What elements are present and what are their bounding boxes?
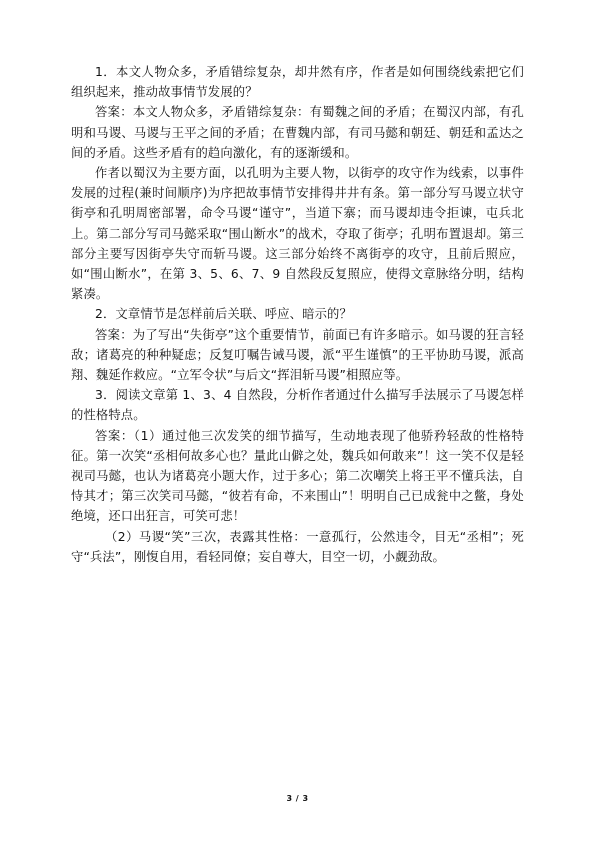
page-number: 3 / 3 bbox=[286, 794, 309, 803]
document-body bbox=[71, 62, 524, 567]
answer-3-part-1: 答案：（1）通过他三次发笑的细节描写，生动地表现了他骄矜轻敌的性格特征。第一次笑“丞相何故多心也？量此山僻之处，魏兵如何敢来”！这一笑不仅是轻视司马懿，也认为诸葛亮小题大作，过于多心；第二次嘲笑上将王平不懂兵法，自恃其才；第三次笑司马懿，“彼若有命，不来围山”！明明自己已成瓮中之鳖，身处绝境，还口出狂言，可笑可悲！ bbox=[71, 428, 524, 524]
question-1: 1．本文人物众多，矛盾错综复杂，却井然有序，作者是如何围绕线索把它们组织起来，推动故事情节发展的？ bbox=[71, 65, 524, 100]
question-3: 3．阅读文章第 1、3、4 自然段，分析作者通过什么描写手法展示了马谡怎样的性格特点。 bbox=[71, 388, 524, 423]
answer-2: 答案：为了写出“失街亭”这个重要情节，前面已有许多暗示。如马谡的狂言轻敌；诸葛亮的种种疑虑；反复叮嘱告诫马谡，派“平生谨慎”的王平协助马谡，派高翔、魏延作救应。“立军令状”与后文“挥泪斩马谡”相照应等。 bbox=[71, 327, 524, 383]
question-2: 2．文章情节是怎样前后关联、呼应、暗示的？ bbox=[95, 307, 352, 322]
answer-1-part-1: 答案：本文人物众多，矛盾错综复杂：有蜀魏之间的矛盾；在蜀汉内部，有孔明和马谡、马谡与王平之间的矛盾；在曹魏内部，有司马懿和朝廷、朝廷和孟达之间的矛盾。这些矛盾有的趋向激化，有的逐渐缓和。 bbox=[71, 105, 524, 160]
answer-3-part-2: （2）马谡“笑”三次，表露其性格：一意孤行，公然违令，目无“丞相”；死守“兵法”，刚愎自用，看轻同僚；妄自尊大，目空一切，小觑劲敌。 bbox=[71, 529, 524, 564]
answer-1-part-2: 作者以蜀汉为主要方面，以孔明为主要人物，以街亭的攻守作为线索，以事件发展的过程(兼时间顺序)为序把故事情节安排得井井有条。第一部分写马谡立状守街亭和孔明周密部署，命令马谡“谨守”，当道下寨；而马谡却违令拒谏，屯兵北上。第二部分写司马懿采取“围山断水”的战术，夺取了街亭；孔明布置退却。第三部分主要写因街亭失守而斩马谡。这三部分始终不离街亭的攻守，且前后照应，如“围山断水”，在第 3、5、6、7、9 自然段反复照应，使得文章脉络分明，结构紧凑。 bbox=[71, 166, 524, 302]
